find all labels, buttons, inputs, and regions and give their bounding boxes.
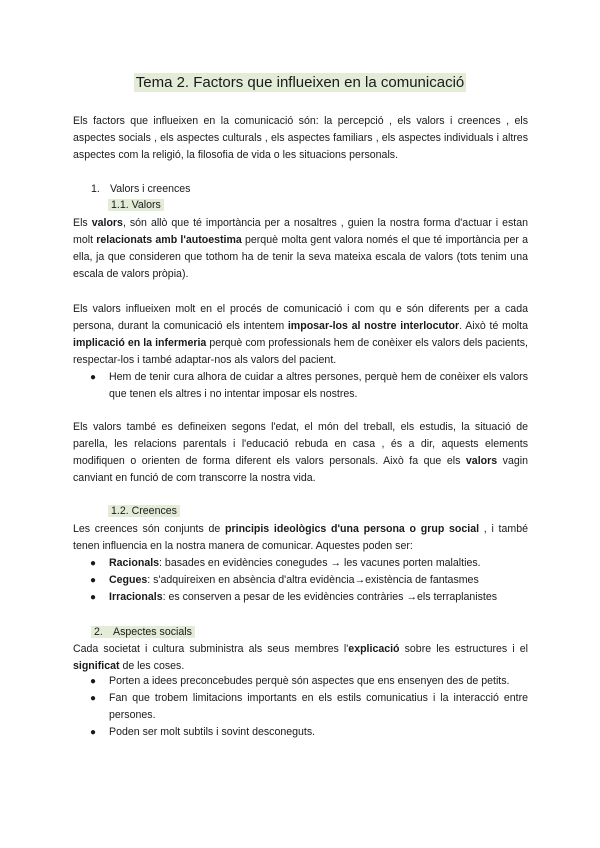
section-1-title: Valors i creences [110,183,191,195]
bold-run: relacionats amb l'autoestima [96,234,242,246]
list-item [73,589,528,606]
page-title-text: Tema 2. Factors que influeixen en la comunicació [135,74,465,91]
values-paragraph-2 [73,301,528,369]
list-item-text: Porten a idees preconcebudes perquè són aspectes que ens ensenyen des de petits. [109,675,510,687]
text-run: de les coses. [119,660,185,672]
section-2-heading-highlight [91,626,195,638]
list-item [73,572,528,589]
text-run: . Això té molta [459,320,528,332]
social-bullet-list [73,673,528,741]
belief-text: : es conserven a pesar de les evidències contràries →els terraplanistes [162,591,498,603]
section-2-title: Aspectes socials [113,626,192,638]
belief-term: Racionals [109,557,160,569]
list-item [73,673,528,690]
text-run: Les creences són conjunts de [73,523,226,535]
subsection-1-2-title: 1.2. Creences [108,505,180,517]
text-run: , són allò que té importància per a nosaltres , guien la nostra forma d'actuar i estan molt [73,217,528,246]
text-run: Els valors també es defineixen segons l'edat, el món del treball, els estudis, la situació de parella, les relacions parentals i l'educació rebuda en casa , és a dir, aquests elements modifiquen o orienten de forma diferent els valors personals. Això fa que els [73,421,528,467]
list-item [73,724,528,741]
values-paragraph-3 [73,419,528,487]
values-bullet-list [73,369,528,403]
bold-run: imposar-los al nostre interlocutor [287,320,460,332]
bold-run: explicació [348,643,400,655]
text-run: Els valors influeixen molt en el procés de comunicació i com qu e són diferents per a cada persona, durant la comunicació els intentem [73,303,528,332]
belief-text: : basades en evidències conegudes → les vacunes porten malalties. [159,557,481,569]
belief-term: Irracionals [109,591,163,603]
bullet-icon: ● [90,372,97,383]
beliefs-paragraph [73,521,528,555]
text-run: Els [73,217,92,229]
bold-run: significat [73,660,120,672]
bold-run: implicació en la infermeria [73,337,207,349]
text-run: , i també tenen influencia en la nostra manera de comunicar. Aquestes poden ser: [73,523,528,552]
list-item [73,555,528,572]
bullet-icon: ● [90,693,97,704]
bullet-icon: ● [90,575,97,586]
page-title [0,73,600,93]
list-item-text: Fan que trobem limitacions importants en els estils comunicatius i la interacció entre persones. [109,692,528,721]
bold-run: valors [91,217,123,229]
belief-text: : s'adquireixen en absència d'altra evidència→existència de fantasmes [147,574,479,586]
list-item [73,369,528,403]
belief-term: Cegues [109,574,148,586]
beliefs-list [73,555,528,606]
text-run: perquè molta gent valora només el que té importància per a ella, ja que consideren que tothom ha de tenir la seva mateixa escala de valors (tots tenim una escala de valors pròpia). [73,234,528,280]
subsection-1-1-title: 1.1. Valors [108,199,164,211]
bullet-icon: ● [90,727,97,738]
text-run: Cada societat i cultura subministra als seus membres l' [73,643,349,655]
section-1-number: 1. [91,183,100,195]
bullet-icon: ● [90,558,97,569]
list-item [73,690,528,724]
values-paragraph-1 [73,215,528,283]
text-run: perquè com professionals hem de conèixer els valors dels pacients, respectar-los i també adaptar-nos als valors del pacient. [73,337,528,366]
section-1-heading [91,182,190,197]
bullet-icon: ● [90,676,97,687]
bold-run: valors [465,455,498,467]
section-2-heading [91,625,195,640]
bullet-icon: ● [90,592,97,603]
subsection-1-2-heading [108,504,180,519]
text-run: sobre les estructures i el [399,643,529,655]
bold-run: principis ideològics d'una persona o grup social [225,523,480,535]
section-2-number: 2. [94,626,103,638]
social-paragraph [73,641,528,675]
intro-paragraph: Els factors que influeixen en la comunicació són: la percepció , els valors i creences , els aspectes socials , els aspectes culturals , els aspectes familiars , els aspectes individuals i altres aspectes com la religió, la filosofia de vida o les situacions personals. [73,115,528,161]
list-item-text: Poden ser molt subtils i sovint desconeguts. [109,726,316,738]
list-item-text: Hem de tenir cura alhora de cuidar a altres persones, perquè hem de conèixer els valors que tenen els altres i no intentar imposar els nostres. [109,371,528,400]
subsection-1-1-heading [108,198,164,213]
text-run: vagin canviant en funció de com transcorre la nostra vida. [73,455,528,484]
